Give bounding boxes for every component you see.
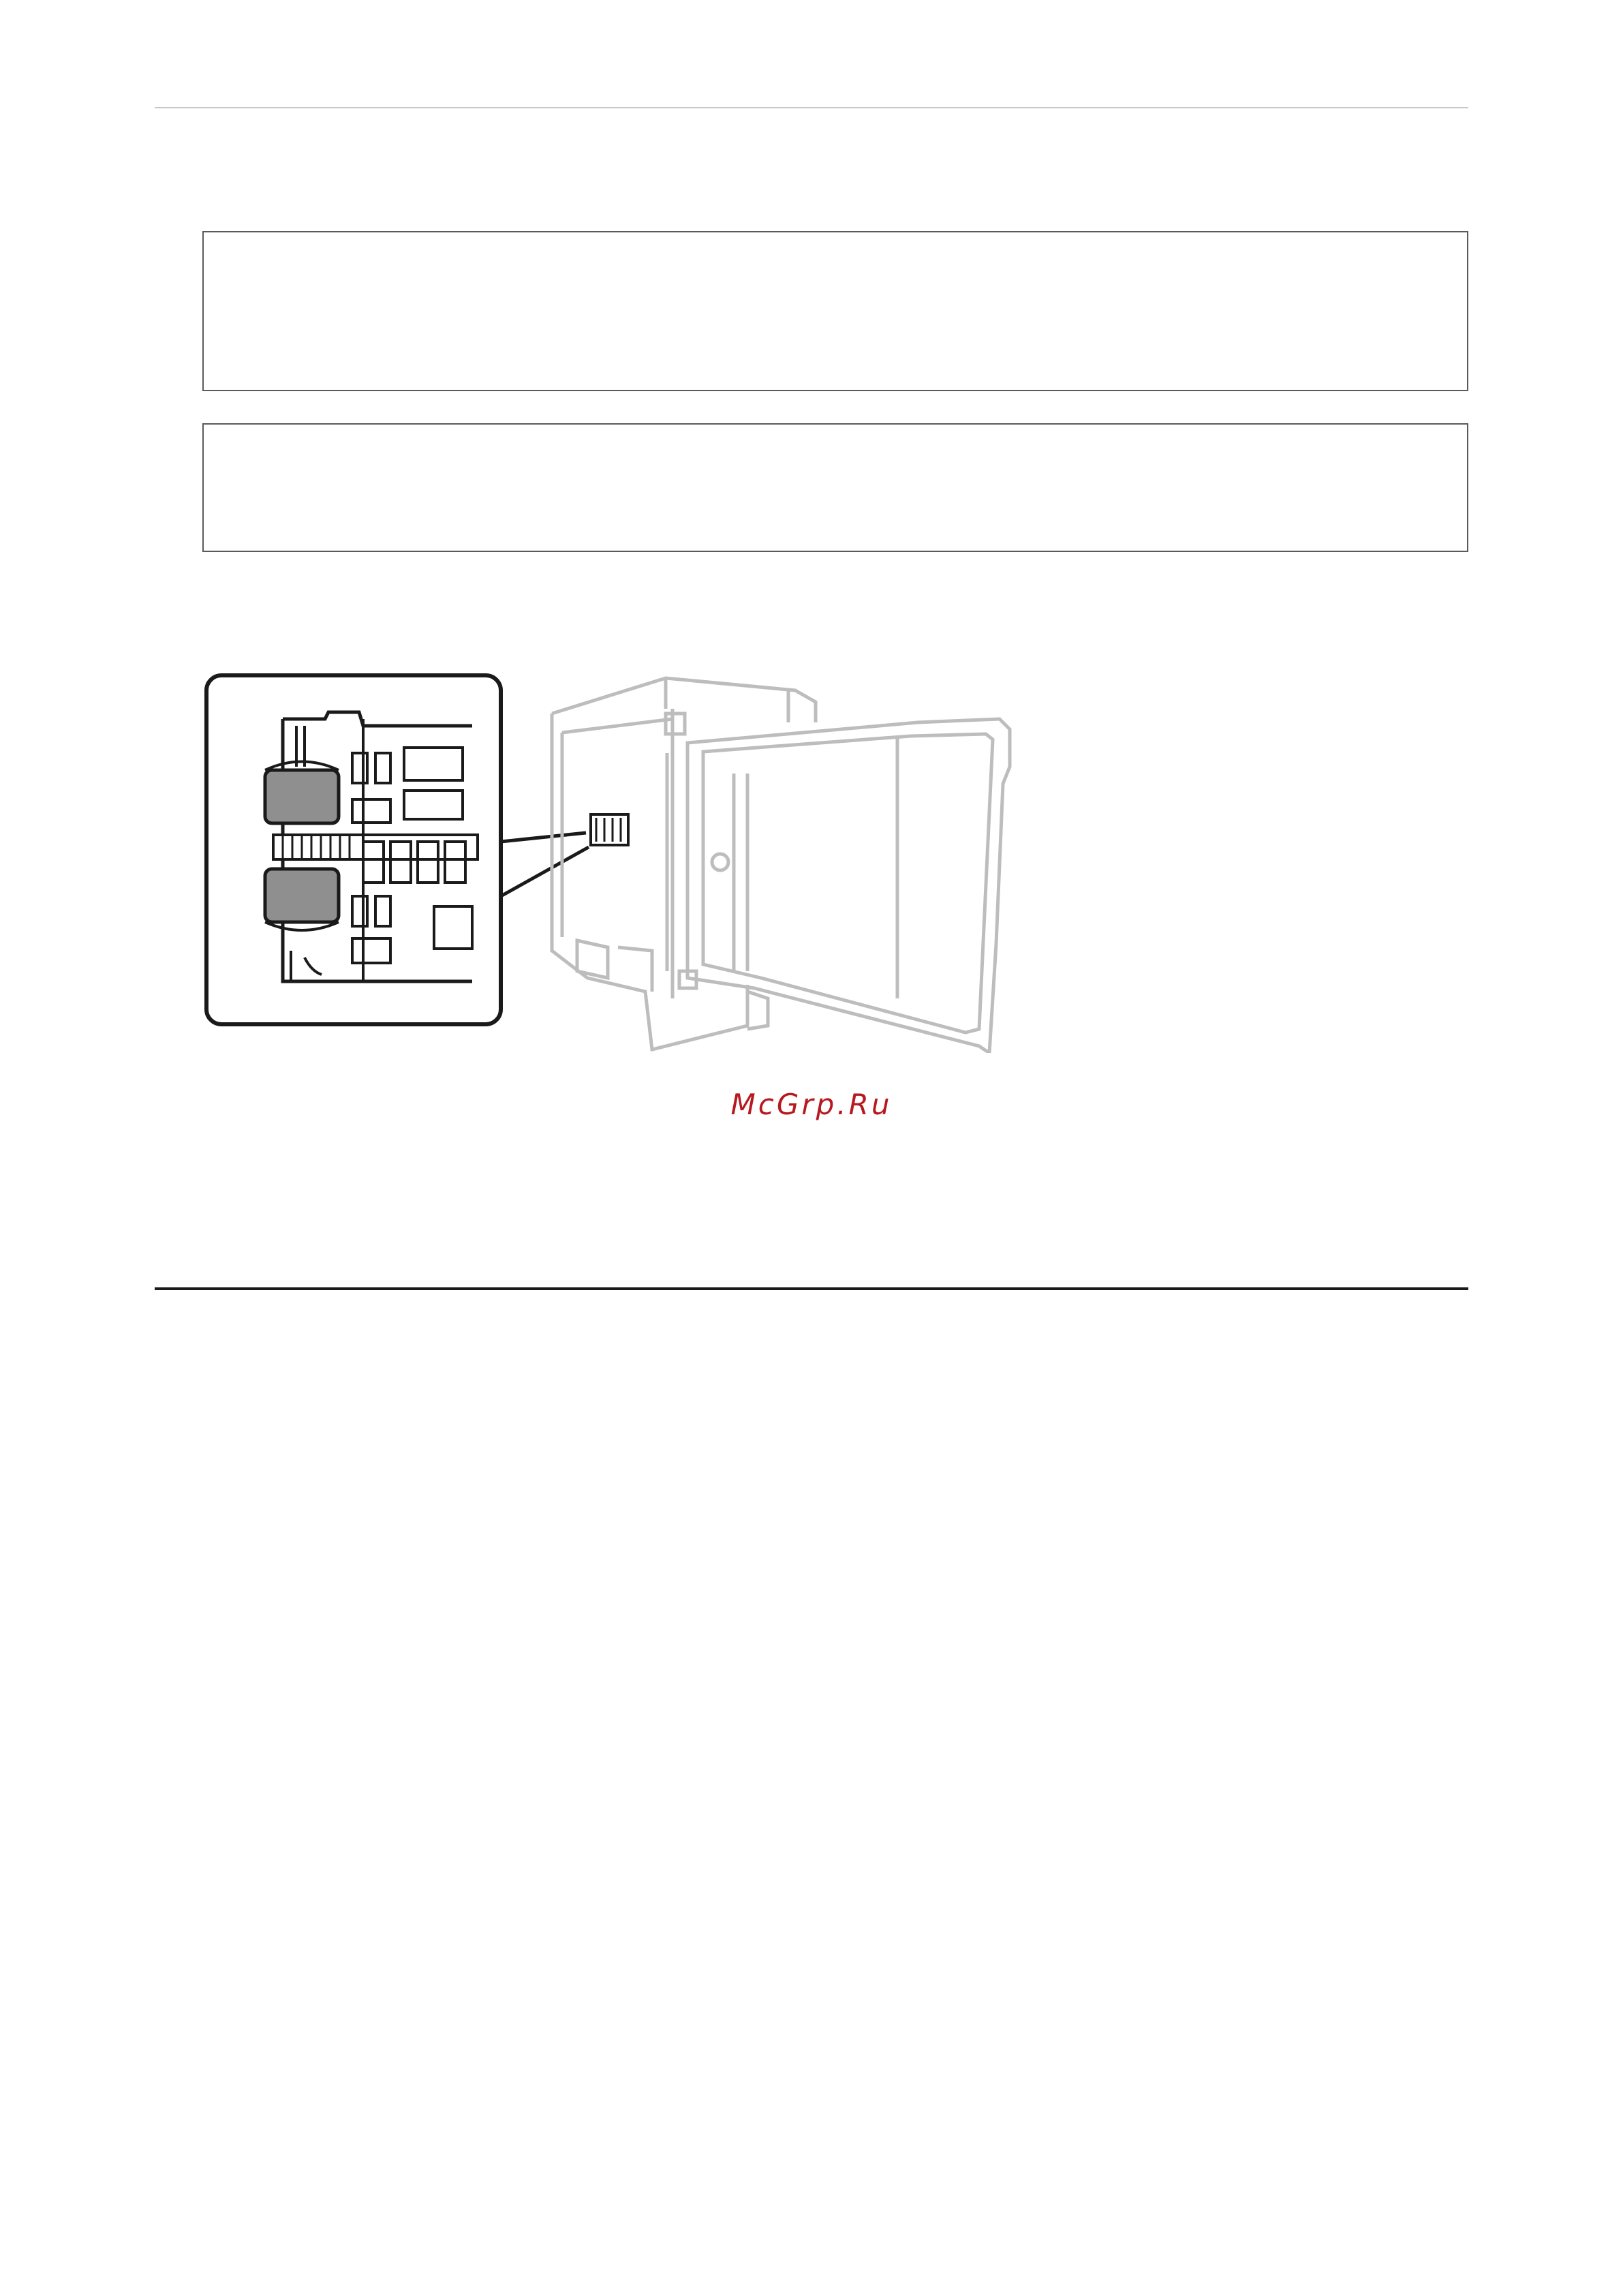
- header-divider: [155, 107, 1468, 108]
- watermark-text: McGrp.Ru: [730, 1088, 893, 1121]
- printer-rear-open-icon: [552, 678, 1010, 1053]
- note-box-2: [202, 423, 1468, 552]
- paper-feed-roller-detail-icon: [206, 675, 501, 1024]
- callout-connector: [501, 833, 589, 896]
- note-box-1: [202, 231, 1468, 391]
- section-divider: [155, 1287, 1468, 1290]
- roller-location-illustration: [202, 671, 1020, 1053]
